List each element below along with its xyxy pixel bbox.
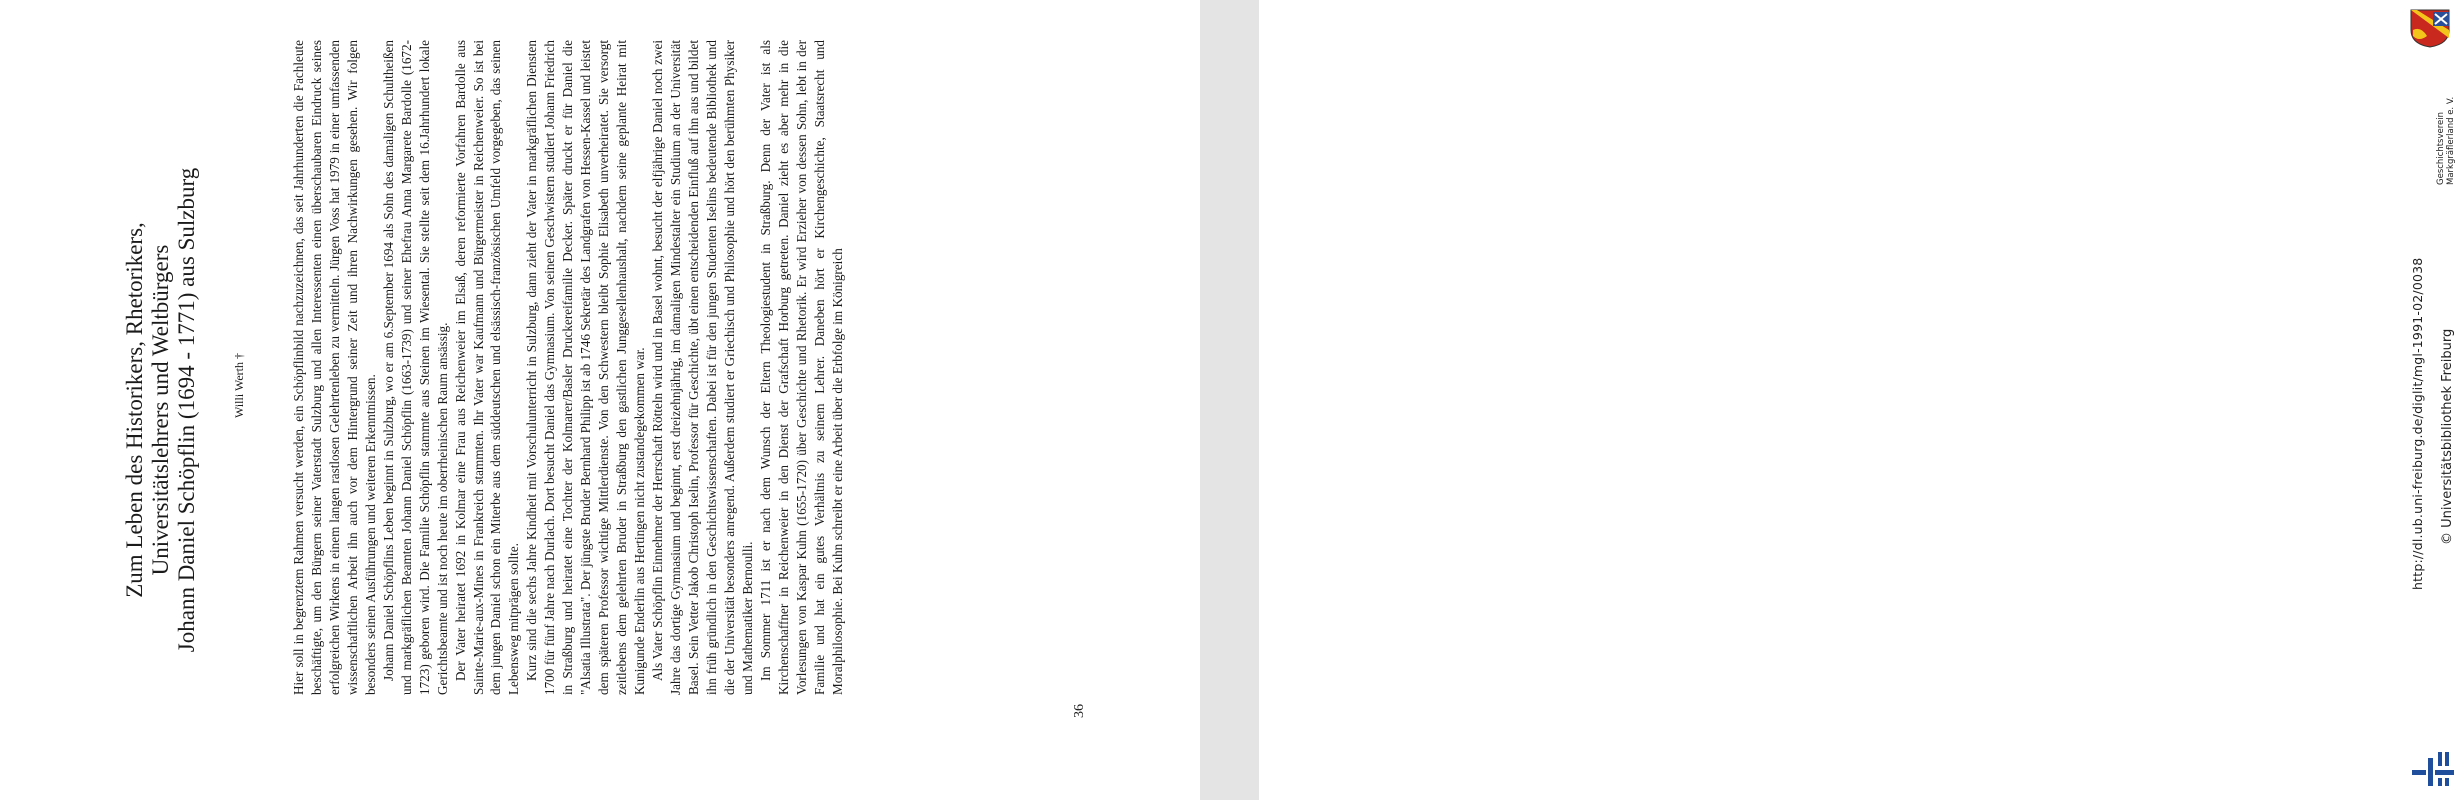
- paragraph-1: Hier soll in begrenztem Rahmen versucht werden, ein Schöpflinbild nachzuzeichnen, das seit Jahrhunderten die Fachleute beschäftigte, um den Bürgern seiner Vaterstadt Sulzburg und allen Interessenten einen überschaubaren Eindruck seines erfolgreichen Wirkens in einem langen rastlosen Gelehrtenleben zu vermitteln. Jürgen Voss hat 1979 in einer umfassenden wissenschaftlichen Arbeit ihn auch vor dem Hintergrund seiner Zeit und ihren Nachwirkungen gesehen. Wir folgen besonders seinen Ausführungen und weiteren Erkenntnissen.: [291, 40, 378, 695]
- viewer-sidebar: [1200, 0, 2456, 800]
- paragraph-2: Johann Daniel Schöpflins Leben beginnt in Sulzburg, wo er am 6.September 1694 als Sohn des damaligen Schultheißen und markgräflichen Beamten Johann Daniel Schöpflin (1663-1739) und seiner Ehefrau Anna Margarete Bardolle (1672-1723) geboren wird. Die Familie Schöpflin stammte aus Steinen im Wiesental. Sie stellte seit dem 16.Jahrhundert lokale Gerichtsbeamte und ist noch heute im oberrheinischen Raum ansässig.: [380, 40, 450, 695]
- society-line-1: Geschichtsverein: [2436, 111, 2446, 185]
- paragraph-6: Im Sommer 1711 ist er nach dem Wunsch der Eltern Theologiestudent in Straßburg. Denn der Vater ist als Kirchenschaffner in Reichenweier in den Dienst der Grafschaft Horburg getreten. Daniel zieht es aber mehr in die Vorlesungen von Kaspar Kuhn (1655-1720) über Geschichte und Rhetorik. Er wird Erzieher von dessen Sohn, lebt in der Familie und hat ein gutes Verhältnis zu seinem Lehrer. Daneben hört er Kirchengeschichte, Staatsrecht und Moralphilosophie. Bei Kuhn schreibt er eine Arbeit über die Erbfolge im Königreich: [757, 40, 845, 695]
- scanned-page: [0, 0, 1200, 800]
- article-title: [122, 100, 200, 720]
- paragraph-4: Kurz sind die sechs Jahre Kindheit mit Vorschulunterricht in Sulzburg, dann zieht der Vater in markgräflichen Diensten 1700 für fünf Jahre nach Durlach. Dort besucht Daniel das Gymnasium. Von seinen Geschwistern studiert Johann Friedrich in Straßburg und heiratet eine Tochter der Kolmarer/Basler Druckereifamilie Decker. Später druckt er für Daniel die "Alsatia Illustrata". Der jüngste Bruder Bernhard Philipp ist ab 1746 Sekretär des Landgrafen von Hessen-Kassel und leistet dem späteren Professor wichtige Mittlerdienste. Von den Schwestern bleibt Sophie Elisabeth unverheiratet. Sie versorgt zeitlebens dem gelehrten Bruder in Straßburg den gastlichen Junggesellenhaushalt, nachdem seine geplante Heirat mit Kunigunde Enderlin aus Hertingen nicht zustandegekommen war.: [524, 40, 648, 695]
- society-line-2: Markgräflerland e. V.: [2446, 96, 2456, 185]
- ub-freiburg-logo-icon: [2412, 748, 2454, 788]
- title-line-2: Universitätslehrers und Weltbürgers: [148, 244, 173, 576]
- article-body: [290, 40, 1250, 695]
- society-name: [2436, 97, 2456, 185]
- copyright-text: © Universitätsbibliothek Freiburg: [2440, 328, 2455, 545]
- title-line-1: Zum Leben des Historikers, Rhetorikers,: [122, 222, 147, 598]
- title-line-3: Johann Daniel Schöpflin (1694 - 1771) aus Sulzburg: [174, 167, 199, 653]
- source-url-link[interactable]: http://dl.ub.uni-freiburg.de/diglit/mgl-1991-02/0038: [2410, 257, 2425, 590]
- page-number: 36: [1072, 704, 1087, 718]
- paragraph-3: Der Vater heiratet 1692 in Kolmar eine Frau aus Reichenweier im Elsaß, deren reformierte Vorfahren Bardolle aus Sainte-Marie-aux-Mines in Frankreich stammten. Ihr Vater war Kaufmann und Bürgermeister in Reichenweier. So ist bei dem jungen Daniel schon ein Miterbe aus dem süddeutschen und elsässisch-französischen Umfeld vorgegeben, das seinen Lebensweg mitprägen sollte.: [452, 40, 522, 695]
- coat-of-arms-icon: [2407, 8, 2453, 48]
- paragraph-5: Als Vater Schöpflin Einnehmer der Herrschaft Rötteln wird und in Basel wohnt, besucht der elfjährige Daniel noch zwei Jahre das dortige Gymnasium und beginnt, erst dreizehnjährig, im damaligen Mindestalter ein Studium an der Universität Basel. Sein Vetter Jakob Christoph Iselin, Professor für Geschichte, übt einen entscheidenden Einfluß auf ihn aus und bildet ihn früh gründlich in den Geschichtswissenschaften. Dabei ist für den jungen Studenten Iselins bedeutende Bibliothek und die der Universität besonders anregend. Außerdem studiert er Griechisch und Philosophie und hört den berühmten Physiker und Mathematiker Bernoulli.: [650, 40, 755, 695]
- author-name: Willi Werth †: [232, 353, 246, 418]
